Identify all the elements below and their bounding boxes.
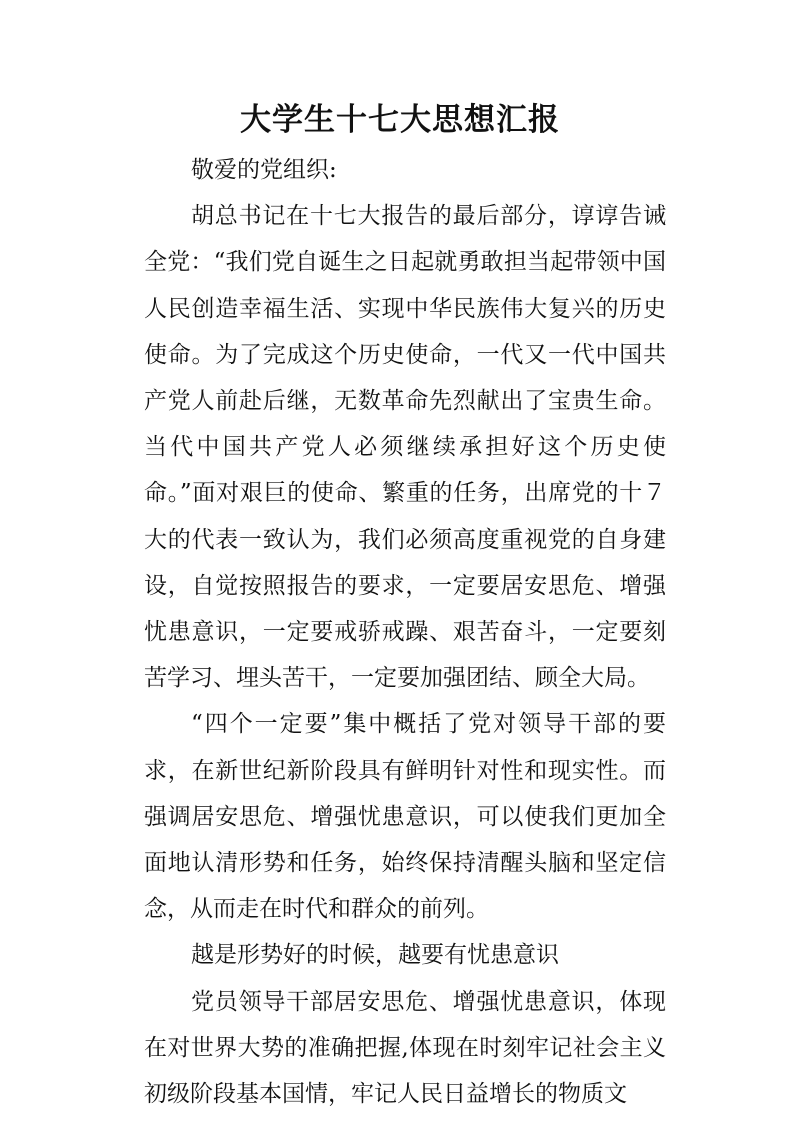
paragraph-2: “四个一定要”集中概括了党对领导干部的要求，在新世纪新阶段具有鲜明针对性和现实性。而强调居安思危、增强忧患意识，可以使我们更加全面地认清形势和任务，始终保持清醒头脑和坚定信念，从而走在时代和群众的前列。 — [144, 711, 666, 923]
document-title: 大学生十七大思想汇报 — [240, 102, 560, 138]
paragraph-1: 胡总书记在十七大报告的最后部分，谆谆告诫全党：“我们党自诞生之日起就勇敢担当起带领中国人民创造幸福生活、实现中华民族伟大复兴的历史使命。为了完成这个历史使命，一代又一代中国共产党人前赴后继，无数革命先烈献出了宝贵生命。当代中国共产党人必须继续承担好这个历史使命。”面对艰巨的使命、繁重的任务，出席党的十７大的代表一致认为，我们必须高度重视党的自身建设，自觉按照报告的要求，一定要居安思危、增强忧患意识，一定要戒骄戒躁、艰苦奋斗，一定要刻苦学习、埋头苦干，一定要加强团结、顾全大局。 — [144, 203, 666, 692]
document-body — [144, 147, 666, 1117]
salutation: 敬爱的党组织: — [191, 157, 337, 183]
paragraph-3: 党员领导干部居安思危、增强忧患意识，体现在对世界大势的准确把握,体现在时刻牢记社会主义初级阶段基本国情，牢记人民日益增长的物质文 — [144, 988, 666, 1108]
section-heading: 越是形势好的时候，越要有忧患意识 — [191, 942, 559, 969]
